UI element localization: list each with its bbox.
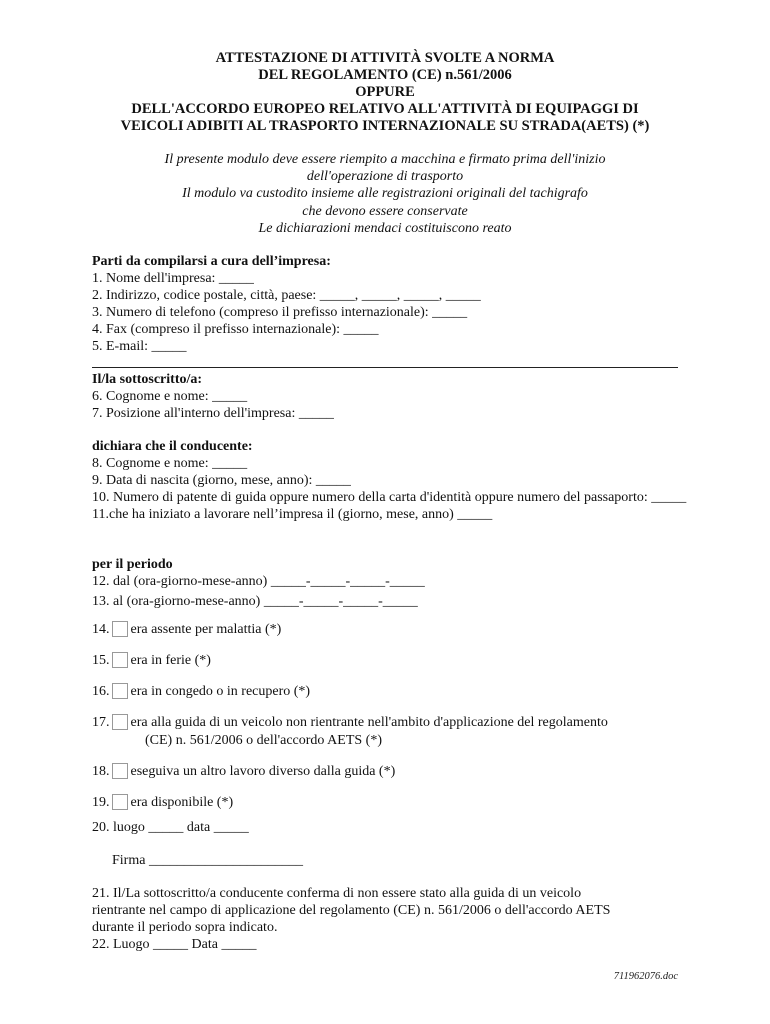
- driver-name-field[interactable]: 8. Cognome e nome: _____: [92, 456, 248, 471]
- instruction-line: Il modulo va custodito insieme alle registrazioni originali del tachigrafo: [182, 186, 588, 202]
- check-row-other-work: [92, 763, 692, 780]
- check-row-available: [92, 794, 692, 811]
- instruction-line: Le dichiarazioni mendaci costituiscono reato: [258, 220, 512, 236]
- check-number: 14.: [92, 622, 110, 637]
- signatory-section: [92, 371, 692, 422]
- place-date-field[interactable]: 20. luogo _____ data _____: [92, 820, 249, 835]
- period-from-field[interactable]: 12. dal (ora-giorno-mese-anno) _____-_____-_____-_____: [92, 574, 425, 589]
- driver-heading: dichiara che il conducente:: [92, 439, 253, 454]
- signatory-name-field[interactable]: 6. Cognome e nome: _____: [92, 389, 248, 404]
- check-label: eseguiva un altro lavoro diverso dalla guida (*): [130, 764, 396, 779]
- check-number: 16.: [92, 684, 110, 699]
- company-email-field[interactable]: 5. E-mail: _____: [92, 339, 187, 354]
- company-name-field[interactable]: 1. Nome dell'impresa: _____: [92, 271, 254, 286]
- company-section: [92, 253, 692, 355]
- signatory-heading: Il/la sottoscritto/a:: [92, 372, 203, 387]
- check-number: 18.: [92, 764, 110, 779]
- signature-field[interactable]: Firma ______________________: [112, 853, 303, 868]
- signatory-position-field[interactable]: 7. Posizione all'interno dell'impresa: _____: [92, 406, 334, 421]
- title-line: DEL REGOLAMENTO (CE) n.561/2006: [258, 67, 512, 83]
- driver-start-date-field[interactable]: 11.che ha iniziato a lavorare nell’impresa il (giorno, mese, anno) _____: [92, 507, 493, 522]
- check-row-holiday: [92, 652, 692, 669]
- driver-license-field[interactable]: 10. Numero di patente di guida oppure numero della carta d'identità oppure numero del passaporto: _____: [92, 490, 687, 505]
- confirmation-place-date-field[interactable]: 22. Luogo _____ Data _____: [92, 937, 257, 952]
- check-label-continuation: (CE) n. 561/2006 o dell'accordo AETS (*): [145, 733, 382, 748]
- company-fax-field[interactable]: 4. Fax (compreso il prefisso internazionale): _____: [92, 322, 379, 337]
- company-address-field[interactable]: 2. Indirizzo, codice postale, città, paese: _____, _____, _____, _____: [92, 288, 481, 303]
- check-label: era in congedo o in recupero (*): [130, 684, 311, 699]
- check-row-sick: [92, 621, 692, 638]
- period-section: [92, 556, 692, 610]
- instruction-line: che devono essere conservate: [302, 203, 468, 219]
- check-label: era in ferie (*): [130, 653, 211, 668]
- check-number: 15.: [92, 653, 110, 668]
- instruction-line: dell'operazione di trasporto: [306, 169, 464, 185]
- check-row-excluded-vehicle: [92, 714, 692, 731]
- check-label: era assente per malattia (*): [130, 622, 282, 637]
- document-title: [60, 50, 710, 135]
- signature-section: [112, 852, 712, 869]
- check-label: era alla guida di un veicolo non rientrante nell'ambito d'applicazione del regolamento: [130, 715, 608, 730]
- driver-birthdate-field[interactable]: 9. Data di nascita (giorno, mese, anno): _____: [92, 473, 351, 488]
- check-row-leave: [92, 683, 692, 700]
- confirmation-line: 21. Il/La sottoscritto/a conducente conferma di non essere stato alla guida di un veicolo: [92, 886, 582, 901]
- period-to-field[interactable]: 13. al (ora-giorno-mese-anno) _____-_____-_____-_____: [92, 594, 418, 609]
- check-number: 19.: [92, 795, 110, 810]
- place-date-section: [92, 819, 692, 836]
- sick-checkbox[interactable]: [112, 621, 128, 637]
- leave-checkbox[interactable]: [112, 683, 128, 699]
- company-phone-field[interactable]: 3. Numero di telefono (compreso il prefisso internazionale): _____: [92, 305, 468, 320]
- title-line: DELL'ACCORDO EUROPEO RELATIVO ALL'ATTIVITÀ DI EQUIPAGGI DI: [131, 101, 639, 117]
- available-checkbox[interactable]: [112, 794, 128, 810]
- driver-confirmation-section: [92, 885, 692, 953]
- title-line: ATTESTAZIONE DI ATTIVITÀ SVOLTE A NORMA: [215, 50, 555, 66]
- period-heading: per il periodo: [92, 557, 173, 572]
- instructions: [80, 151, 690, 237]
- instruction-line: Il presente modulo deve essere riempito a macchina e firmato prima dell'inizio: [164, 152, 606, 167]
- confirmation-line: rientrante nel campo di applicazione del regolamento (CE) n. 561/2006 o dell'accordo AETS: [92, 903, 611, 918]
- other-work-checkbox[interactable]: [112, 763, 128, 779]
- title-line: OPPURE: [355, 84, 415, 100]
- section-divider: [92, 367, 678, 368]
- document-filename: 711962076.doc: [613, 971, 678, 982]
- driver-section: [92, 438, 692, 523]
- holiday-checkbox[interactable]: [112, 652, 128, 668]
- check-label: era disponibile (*): [130, 795, 234, 810]
- title-line: VEICOLI ADIBITI AL TRASPORTO INTERNAZIONALE SU STRADA(AETS) (*): [120, 118, 650, 134]
- excluded-vehicle-checkbox[interactable]: [112, 714, 128, 730]
- company-heading: Parti da compilarsi a cura dell’impresa:: [92, 254, 331, 269]
- check-number: 17.: [92, 715, 110, 730]
- confirmation-line: durante il periodo sopra indicato.: [92, 920, 278, 935]
